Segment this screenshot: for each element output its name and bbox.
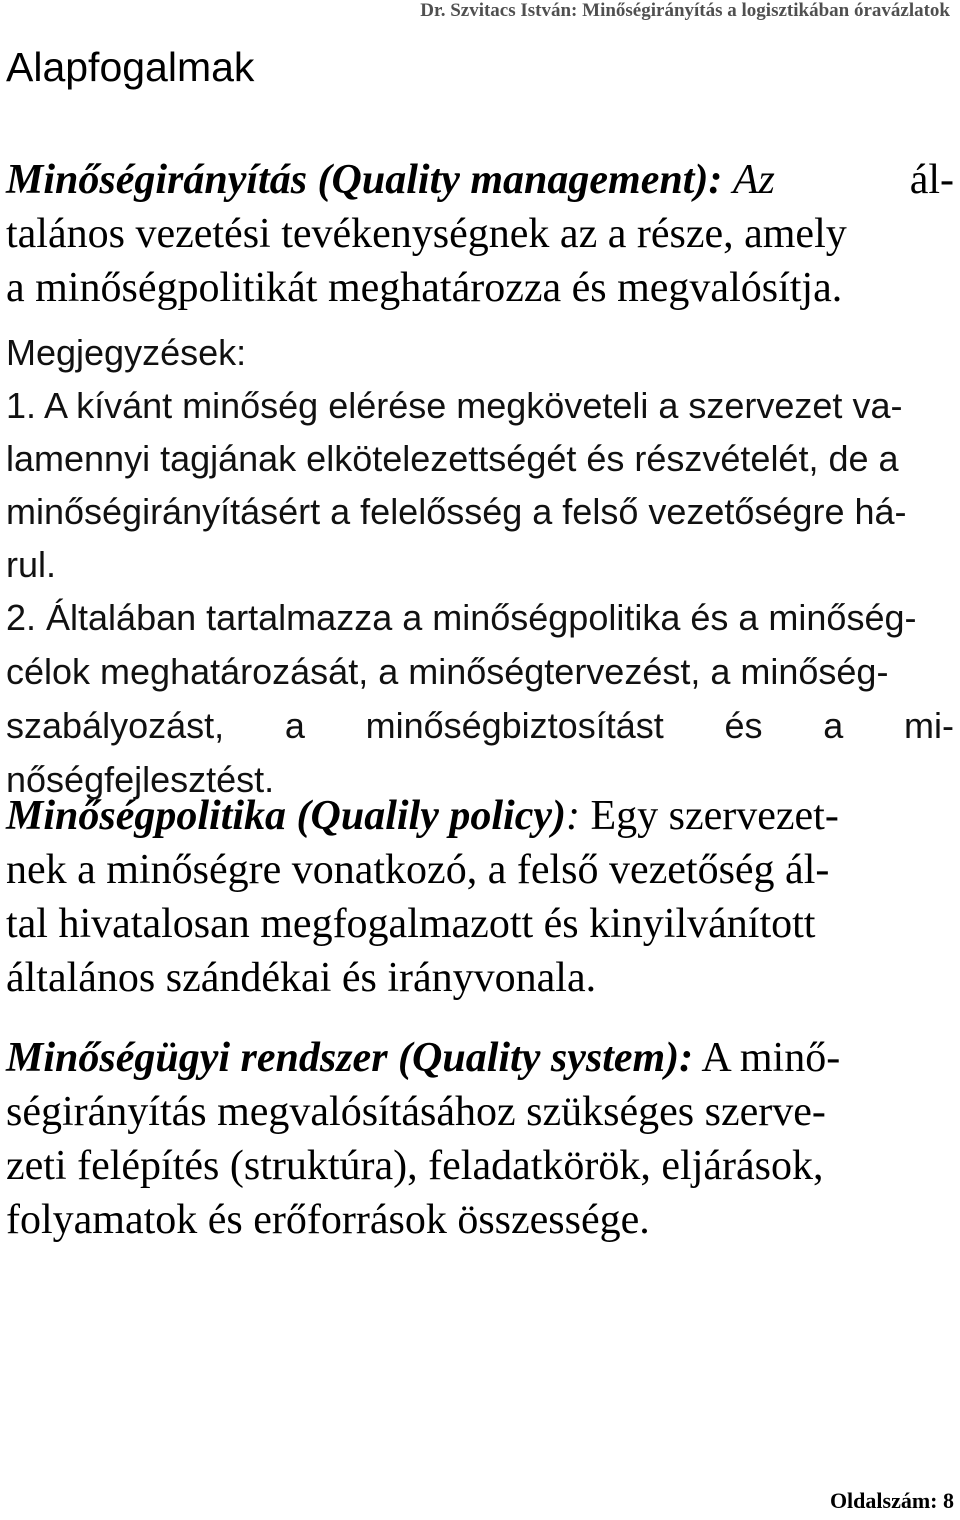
definition-line-end: ál- [909,157,954,203]
definition-line: tal hivatalosan megfogalmazott és kinyilvánított [6,901,816,947]
word: a [284,705,305,746]
quality-management-definition [6,153,954,315]
word: minőségbiztosítást [365,705,664,746]
definition-line: talános vezetési tevékenységnek az a része, amely [6,211,847,257]
definition-line: folyamatok és erőforrások összessége. [6,1197,650,1243]
term-quality-policy: Minőségpolitika (Qualily policy) [6,793,566,839]
definition-line: zeti felépítés (struktúra), feladatkörök, eljárások, [6,1143,824,1189]
term-colon: : [565,793,580,839]
page-title: Alapfogalmak [6,44,255,90]
word: a [823,705,844,746]
definition-start: Egy szervezet- [579,793,839,839]
note-line: nőségfejlesztést. [6,759,275,800]
word: szabályozást, [6,705,225,746]
definition-line: általános szándékai és irányvonala. [6,955,597,1001]
notes-section [6,326,954,807]
definition-line [6,153,954,207]
note-line: célok meghatározását, a minőségtervezést, a minőség- [6,651,889,692]
definition-line: a minőségpolitikát meghatározza és megvalósítja. [6,265,843,311]
page-header: Dr. Szvitacs István: Minőségirányítás a logisztikában óravázlatok [420,0,950,21]
definition-line [6,1031,954,1085]
notes-heading: Megjegyzések: [6,332,247,373]
note-line: rul. [6,544,57,585]
note-line: minőségirányításért a felelősség a felső vezetőségre há- [6,491,907,532]
definition-start: A minő- [693,1035,841,1081]
word: mi- [903,705,954,746]
page-number: Oldalszám: 8 [829,1488,954,1513]
note-line: 1. A kívánt minőség elérése megköveteli a szervezet va- [6,385,903,426]
definition-line: ségirányítás megvalósításához szükséges szerve- [6,1089,826,1135]
note-line: 2. Általában tartalmazza a minőségpolitika és a minőség- [6,597,917,638]
word: és [724,705,763,746]
note-line-justified [6,699,954,753]
term-quality-management: Minőségirányítás (Quality management): [6,157,723,203]
note-line: lamennyi tagjának elkötelezettségét és részvételét, de a [6,438,899,479]
definition-line [6,789,954,843]
definition-start: Az [732,157,775,203]
definition-line: nek a minőségre vonatkozó, a felső vezetőség ál- [6,847,830,893]
quality-policy-definition [6,789,954,1005]
term-quality-system: Minőségügyi rendszer (Quality system): [6,1035,694,1081]
quality-system-definition [6,1031,954,1247]
